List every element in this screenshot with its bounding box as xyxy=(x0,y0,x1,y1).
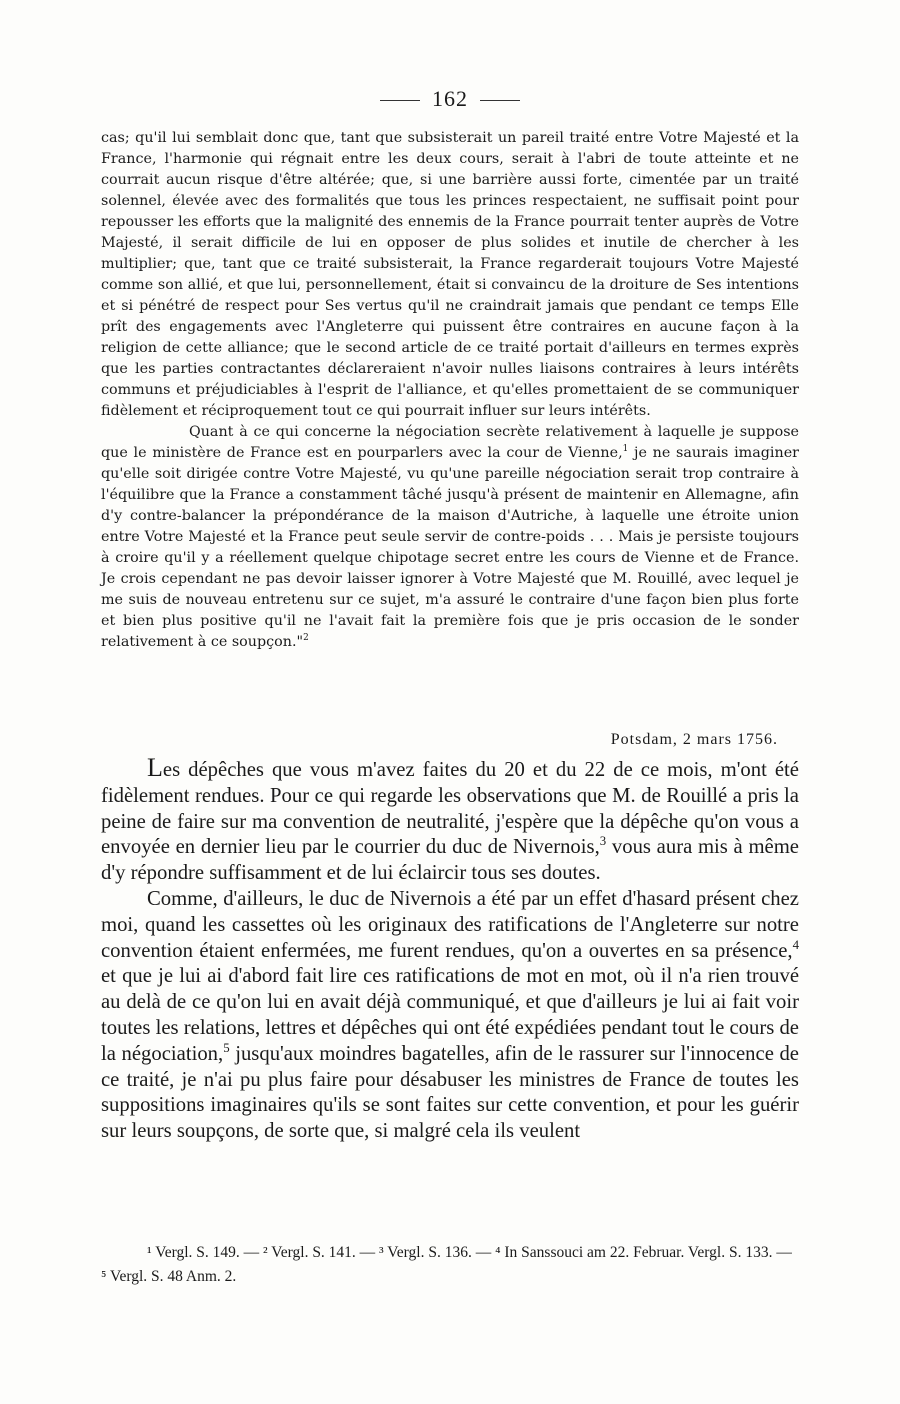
footnotes: ¹ Vergl. S. 149. — ² Vergl. S. 141. — ³ Vergl. S. 136. — ⁴ In Sanssouci am 22. Februar. Vergl. S. 133. — ⁵ Vergl. S. 48 Anm. 2. xyxy=(101,1244,792,1285)
footnote-ref: 4 xyxy=(792,937,799,952)
dateline: Potsdam, 2 mars 1756. xyxy=(610,731,778,748)
quote-paragraph-2: Quant à ce qui concerne la négociation secrète relativement à laquelle je suppose que le ministère de France est en pourparlers avec la cour de Vienne,$^1$ je ne saurais imaginer qu'elle soit dirigée contre Votre Majesté, vu qu'une pareille négociation serait trop contraire à l'équilibre que la France a constamment tâché jusqu'à présent de maintenir en Allemagne, afin d'y contre-balancer la prépondérance de la maison d'Autriche, à laquelle une étroite union entre Votre Majesté et la France peut seule servir de contre-poids . . . Mais je persiste toujours à croire qu'il y a réellement quelque chipotage secret entre les cours de Vienne et de France. Je crois cependant ne pas devoir laisser ignorer à Votre Majesté que M. Rouillé, avec lequel je me suis de nouveau entretenu sur ce sujet, m'a assuré le contraire d'une façon bien plus forte et bien plus positive qu'il ne l'avait fait la première fois que je pris occasion de le sonder relativement à ce soupçon."$^2$ xyxy=(101,424,799,650)
header-rule-left xyxy=(380,100,420,101)
footnote-ref: 2 xyxy=(303,633,309,644)
quote-paragraph-1: cas; qu'il lui semblait donc que, tant que subsisterait un pareil traité entre Votre Majesté et la France, l'harmonie qui régnait entre les deux cours, serait à l'abri de toute atteinte et ne courrait aucun risque d'être altérée; que, si une barrière aussi forte, cimentée par un traité solennel, élevée avec des formalités que tous les princes respectaient, ne suffisait point pour repousser les efforts que la malignité des ennemis de la France pourrait tenter auprès de Votre Majesté, il serait difficile de lui en opposer de plus solides et inutile de chercher à les multiplier; que, tant que ce traité subsisterait, la France regarderait toujours Votre Majesté comme son allié, et que lui, personnellement, était si convaincu de la droiture de Ses intentions et si pénétré de respect pour Ses vertus qu'il ne craindrait jamais que pendant ce temps Elle prît des engagements avec l'Angleterre qui puissent être contraires en aucune façon à la religion de cette alliance; que le second article de ce traité portait d'ailleurs en termes exprès que les parties contractantes déclareraient n'avoir nulles liaisons contraires à leurs intérêts communs et préjudiciables à l'esprit de l'alliance, et qu'elles promettaient de se communiquer fidèlement et réciproquement tout ce qui pourrait influer sur leurs intérêts. xyxy=(101,130,799,419)
letter-body xyxy=(101,755,799,1145)
header-rule-right xyxy=(480,100,520,101)
quoted-report xyxy=(101,128,799,653)
page-number xyxy=(0,86,900,112)
letter-paragraph-1: Les dépêches que vous m'avez faites du 20 et du 22 de ce mois, m'ont été fidèlement rendues. Pour ce qui regarde les observations que M. de Rouillé a pris la peine de faire sur ma convention de neutralité, j'espère que la dépêche qu'on vous a envoyée en dernier lieu par le courrier du duc de Nivernois,$^3$ vous aura mis à même d'y répondre suffisamment et de lui éclaircir tous ses doutes. xyxy=(101,753,799,885)
initial-letter: L xyxy=(147,753,163,782)
footnote-ref: 5 xyxy=(223,1040,230,1055)
footnote-ref: 1 xyxy=(622,444,629,455)
footnote-ref: 3 xyxy=(599,834,607,849)
letter-paragraph-2: Comme, d'ailleurs, le duc de Nivernois a été par un effet d'hasard présent chez moi, quand les cassettes où les originaux des ratifications de l'Angleterre sur notre convention étaient enfermées, me furent rendues, qu'on a ouvertes en sa présence,$^4$ et que je lui ai d'abord fait lire ces ratifications de mot en mot, où il n'a rien trouvé au delà de ce qu'on lui en avait déjà communiqué, et que d'ailleurs je lui ai fait voir toutes les relations, lettres et dépêches qui ont été expédiées pendant tout le cours de la négociation,$^5$ jusqu'aux moindres bagatelles, afin de le rassurer sur l'innocence de ce traité, je n'ai pu plus faire pour désabuser les ministres de France de toutes les suppositions imaginaires qu'ils se sont faites sur cette convention, et pour les guérir sur leurs soupçons, de sorte que, si malgré cela ils veulent xyxy=(101,887,799,1143)
page-number-text: 162 xyxy=(432,86,468,111)
